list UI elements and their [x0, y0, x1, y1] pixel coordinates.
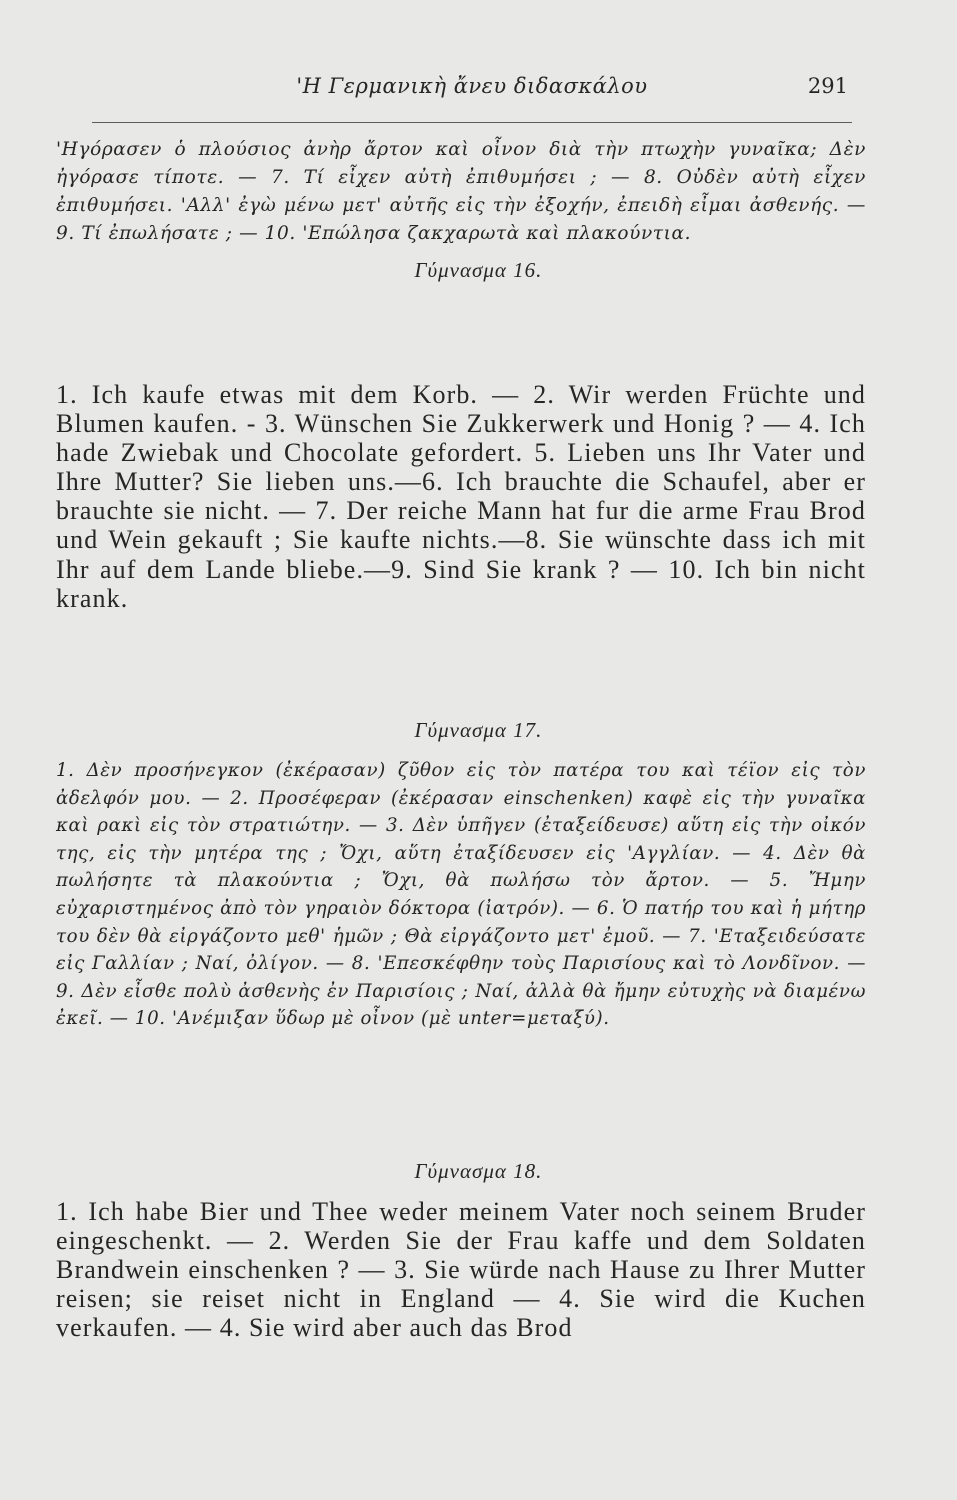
- running-header: [92, 74, 852, 108]
- header-rule: [92, 122, 852, 127]
- page-number: 291: [807, 74, 848, 98]
- exercise-18-heading: Γύμνασμα 18.: [414, 1159, 543, 1183]
- exercise-16-paragraph: 1. Ich kaufe etwas mit dem Korb. — 2. Wir werden Früchte und Blumen kaufen. - 3. Wünschen Sie Zukkerwerk und Honig ? — 4. Ich hade Zwiebak und Chocolate gefordert. 5. Lieben uns Ihr Vater und Ihre Mutter? Sie lieben uns.—6. Ich brauchte die Schaufel, aber er brauchte sie nicht. — 7. Der reiche Mann hat fur die arme Frau Brod und Wein gekauft ; Sie kaufte nichts.—8. Sie wünschte dass ich mit Ihr auf dem Lande bliebe.—9. Sind Sie krank ? — 10. Ich bin nicht krank.: [56, 380, 866, 613]
- intro-greek-paragraph: 'Ηγόρασεν ὁ πλούσιος ἀνὴρ ἄρτον καὶ οἶνον διὰ τὴν πτωχὴν γυναῖκα; Δὲν ἠγόρασε τίποτε. — 7. Τί εἶχεν αὐτὴ ἐπιθυμήσει ; — 8. Οὐδὲν αὐτὴ εἶχεν ἐπιθυμήσει. 'Αλλ' ἐγὼ μένω μετ' αὐτῆς εἰς τὴν ἐξοχήν, ἐπειδὴ εἶμαι ἀσθενής. — 9. Τί ἐπωλήσατε ; — 10. 'Επώλησα ζακχαρωτὰ καὶ πλακούντια.: [56, 139, 866, 245]
- running-title: 'Η Γερμανικὴ ἄνευ διδασκάλου: [296, 74, 648, 98]
- exercise-16-heading: Γύμνασμα 16.: [414, 258, 543, 282]
- exercise-17-heading: Γύμνασμα 17.: [414, 718, 543, 742]
- exercise-18-paragraph: 1. Ich habe Bier und Thee weder meinem Vater noch seinem Bruder eingeschenkt. — 2. Werden Sie der Frau kaffe und dem Soldaten Brandwein einschenken ? — 3. Sie würde nach Hause zu Ihrer Mutter reisen; sie reiset nicht in England — 4. Sie wird die Kuchen verkaufen. — 4. Sie wird aber auch das Brod: [56, 1197, 866, 1343]
- exercise-17-paragraph: 1. Δὲν προσήνεγκον (ἐκέρασαν) ζῦθον εἰς τὸν πατέρα του καὶ τέϊον εἰς τὸν ἀδελφόν μου. — 2. Προσέφεραν (ἐκέρασαν einschenken) καφὲ εἰς τὴν γυναῖκα καὶ ρακὶ εἰς τὸν στρατιώτην. — 3. Δὲν ὑπῆγεν (ἐταξείδευσε) αὕτη εἰς τὴν οἰκόν της, εἰς τὴν μητέρα της ; Ὄχι, αὕτη ἐταξίδευσεν εἰς 'Αγγλίαν. — 4. Δὲν θὰ πωλήσητε τὰ πλακούντια ; Ὄχι, θὰ πωλήσω τὸν ἄρτον. — 5. Ἤμην εὐχαριστημένος ἀπὸ τὸν γηραιὸν δόκτορα (ἰατρόν). — 6. Ὁ πατήρ του καὶ ἡ μήτηρ του δὲν θὰ εἰργάζοντο μεθ' ἡμῶν ; Θὰ εἰργάζοντο μετ' ἐμοῦ. — 7. 'Εταξειδεύσατε εἰς Γαλλίαν ; Ναί, ὀλίγον. — 8. 'Επεσκέφθην τοὺς Παρισίους καὶ τὸ Λονδῖνον. — 9. Δὲν εἶσθε πολὺ ἀσθενὴς ἐν Παρισίοις ; Ναί, ἀλλὰ θὰ ἤμην εὐτυχὴς νὰ διαμένω ἐκεῖ. — 10. 'Ανέμιξαν ὕδωρ μὲ οἶνον (μὲ unter=μεταξύ).: [56, 760, 866, 1030]
